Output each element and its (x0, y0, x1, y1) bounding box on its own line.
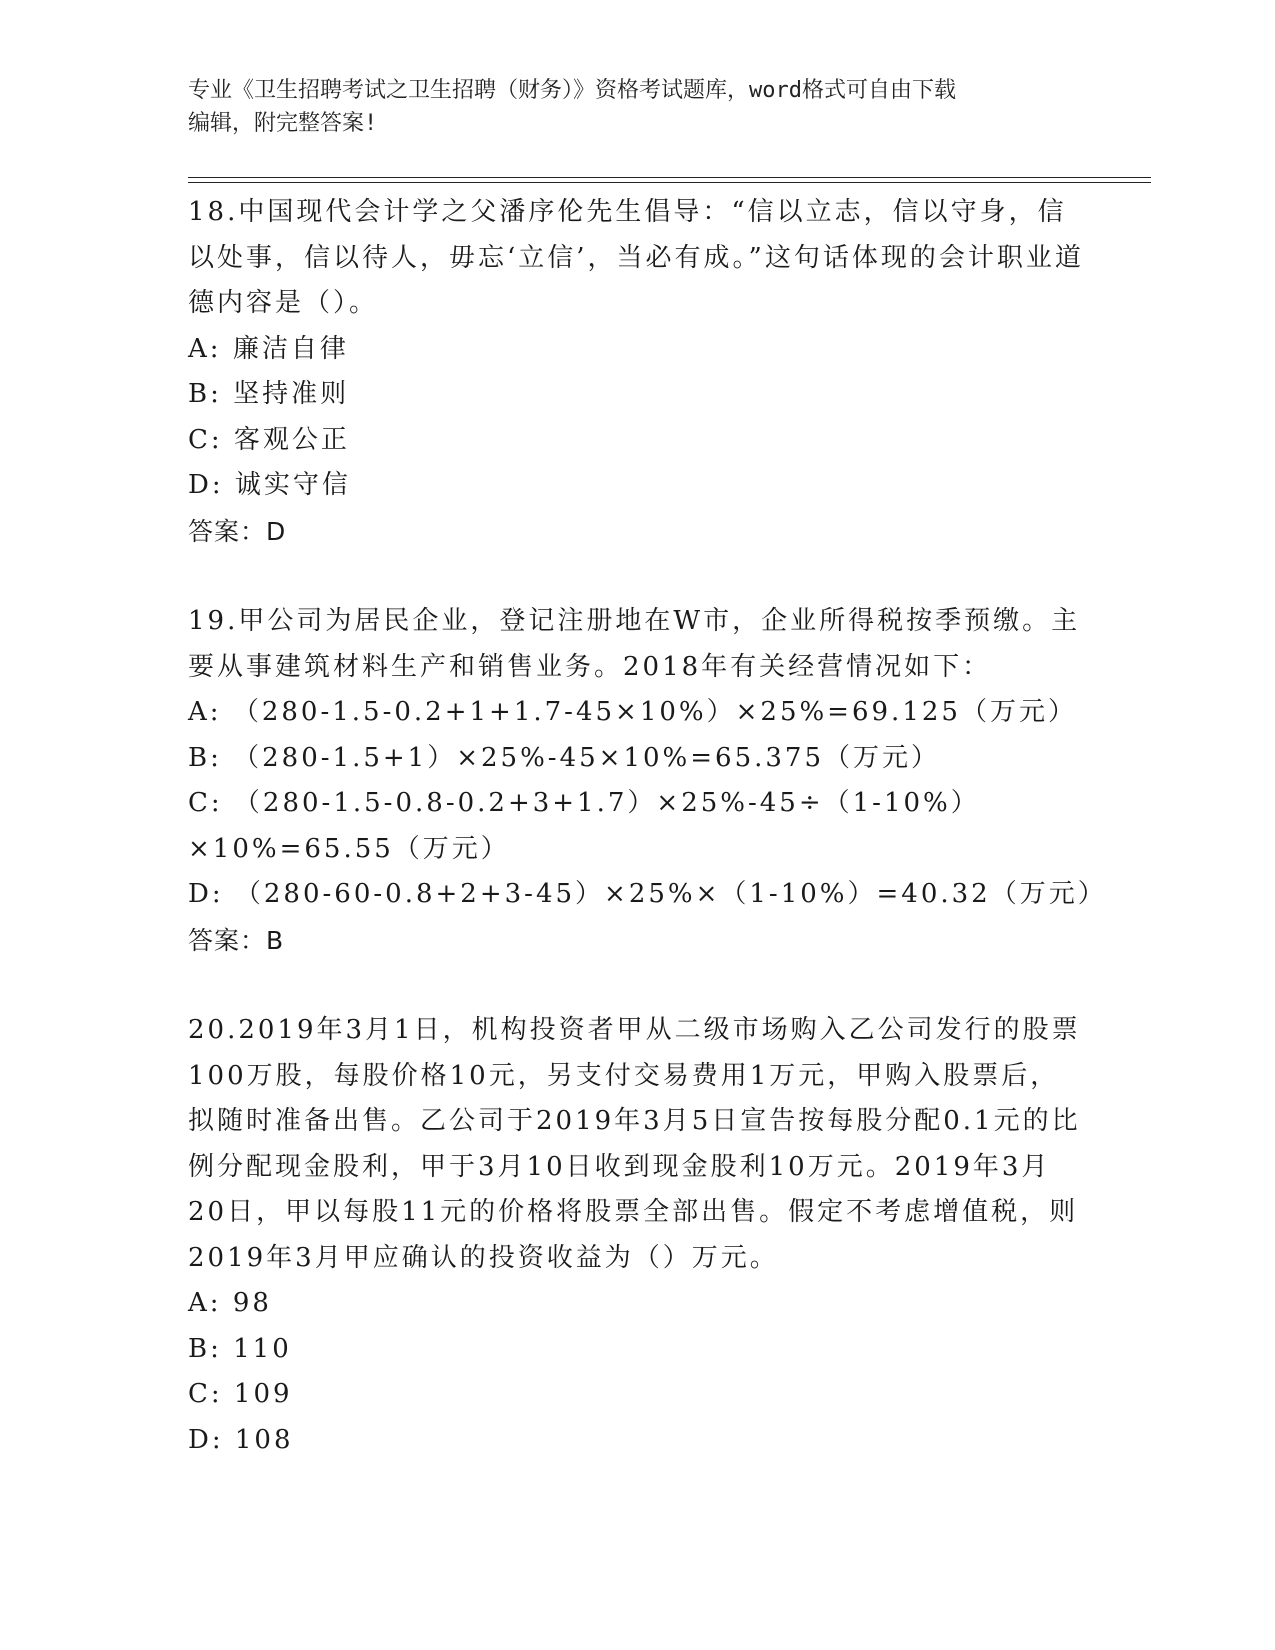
option-label: D: (188, 1424, 224, 1455)
option-text: （280-1.5+1）×25%-45×10%=65.375（万元） (233, 742, 941, 773)
option-a (188, 327, 1088, 373)
option-d (188, 1418, 1088, 1464)
option-label: D: (188, 879, 224, 909)
option-d (188, 872, 1107, 918)
question-spacer (188, 963, 1088, 1008)
option-text: 客观公正 (233, 424, 350, 455)
option-label: D: (188, 470, 224, 500)
option-label: B: (188, 379, 222, 409)
question-18 (188, 190, 1088, 554)
question-list (188, 190, 1107, 1463)
option-text: 坚持准则 (233, 379, 350, 409)
option-a (188, 690, 1088, 736)
option-c (188, 418, 1088, 464)
option-b (188, 372, 1088, 418)
header-divider-top (188, 177, 1151, 178)
option-text: 110 (233, 1333, 292, 1364)
option-text: 108 (234, 1424, 294, 1455)
header-line-1: 专业《卫生招聘考试之卫生招聘（财务）》资格考试题库，word格式可自由下载 (188, 78, 956, 103)
option-d (188, 463, 1088, 509)
option-text: 109 (233, 1379, 293, 1409)
option-label: B: (188, 742, 222, 773)
option-text: 廉洁自律 (232, 333, 349, 364)
answer-line: 答案：B (188, 925, 285, 955)
option-text: 98 (232, 1288, 272, 1318)
option-label: A: (188, 333, 222, 364)
option-label: C: (188, 424, 223, 455)
question-text: 19.甲公司为居民企业，登记注册地在W市，企业所得税按季预缴。主要从事建筑材料生产和销售业务。2018年有关经营情况如下： (188, 606, 1081, 682)
option-label: A: (188, 1288, 222, 1318)
option-text: 诚实守信 (234, 470, 351, 500)
header-line-2: 编辑，附完整答案! (188, 111, 378, 136)
option-label: C: (188, 788, 223, 818)
option-a (188, 1281, 1088, 1327)
question-spacer (188, 554, 1088, 599)
question-19 (188, 599, 1107, 963)
option-text: （280-1.5-0.8-0.2+3+1.7）×25%-45÷（1-10%）×10%=65.55（万元） (188, 788, 980, 864)
document-header (188, 74, 1088, 140)
option-text: （280-1.5-0.2+1+1.7-45×10%）×25%=69.125（万元） (232, 697, 1077, 727)
option-b (188, 1327, 1088, 1373)
option-label: A: (188, 697, 222, 727)
option-text: （280-60-0.8+2+3-45）×25%×（1-10%）=40.32（万元） (234, 879, 1107, 909)
question-20 (188, 1008, 1088, 1463)
option-c (188, 1372, 1088, 1418)
answer-line: 答案：D (188, 516, 287, 546)
question-text: 20.2019年3月1日，机构投资者甲从二级市场购入乙公司发行的股票100万股，每股价格10元，另支付交易费用1万元，甲购入股票后，拟随时准备出售。乙公司于2019年3月5日宣告按每股分配0.1元的比例分配现金股利，甲于3月10日收到现金股利10万元。2019年3月20日，甲以每股11元的价格将股票全部出售。假定不考虑增值税，则2019年3月甲应确认的投资收益为（）万元。 (188, 1015, 1081, 1273)
question-text: 18.中国现代会计学之父潘序伦先生倡导：“信以立志，信以守身，信以处事，信以待人，毋忘‘立信’，当必有成。”这句话体现的会计职业道德内容是（）。 (188, 197, 1084, 318)
option-c (188, 781, 1088, 872)
option-label: B: (188, 1333, 222, 1364)
option-label: C: (188, 1379, 223, 1409)
header-divider-bottom (188, 182, 1151, 183)
option-b (188, 736, 1088, 782)
